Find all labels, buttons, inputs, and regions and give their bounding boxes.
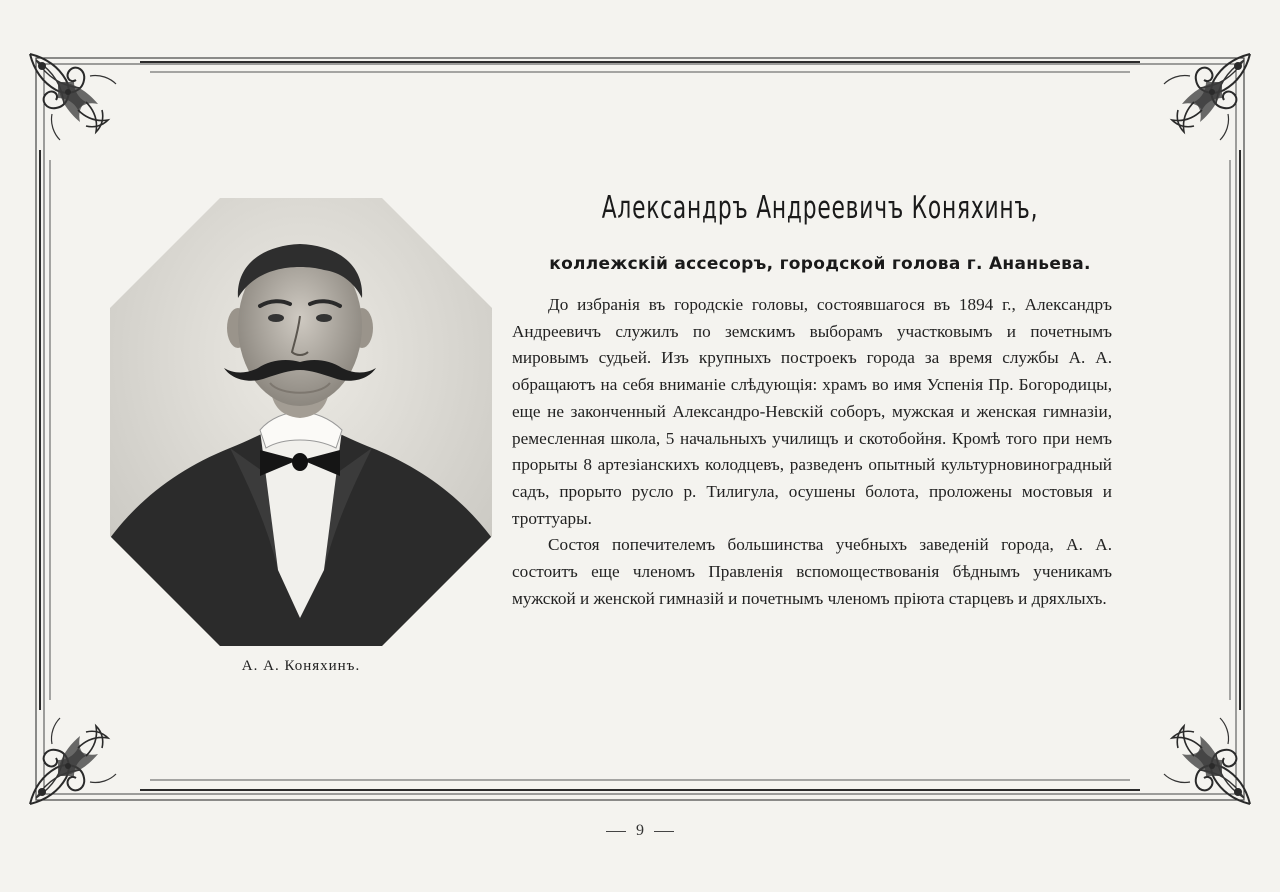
folio-dash-left (606, 831, 626, 832)
paragraph: Состоя попечителемъ большинства учебныхъ заведеній города, А. А. состоитъ еще членомъ Правленія вспомоществованія бѣднымъ ученикамъ мужской и женской гимназій и почетнымъ членомъ пріюта старцевъ и дряхлыхъ. (512, 535, 1112, 608)
portrait-photo (110, 198, 492, 646)
corner-ornament-bottom-left (30, 718, 116, 804)
page-title: Александръ Андреевичъ Коняхинъ, (601, 190, 1039, 226)
subtitle: коллежскій ассесоръ, городской голова г. Ананьева. (549, 254, 1091, 274)
page-number-value: 9 (636, 822, 644, 839)
folio-dash-right (654, 831, 674, 832)
corner-ornament-top-left (30, 54, 116, 140)
biography-text (512, 292, 1112, 612)
page-number (0, 822, 1280, 840)
paragraph: До избранія въ городскіе головы, состоявшагося въ 1894 г., Александръ Андреевичъ служилъ по земскимъ выборамъ участковымъ и почетнымъ мировымъ судьей. Изъ крупныхъ построекъ города за время службы А. А. обращаютъ на себя вниманіе слѣдующія: храмъ во имя Успенія Пр. Богородицы, еще не законченный Александро-Невскій соборъ, мужская и женская гимназіи, ремесленная школа, 5 начальныхъ училищъ и скотобойня. Кромѣ того при немъ прорыты 8 артезіанскихъ колодцевъ, разведенъ опытный культурновиноградный садъ, прорыто русло р. Тилигула, осушены болота, проложены мостовыя и троттуары. (512, 295, 1112, 528)
portrait-caption: А. А. Коняхинъ. (241, 658, 361, 674)
corner-ornament-bottom-right (1164, 718, 1250, 804)
corner-ornament-top-right (1164, 54, 1250, 140)
